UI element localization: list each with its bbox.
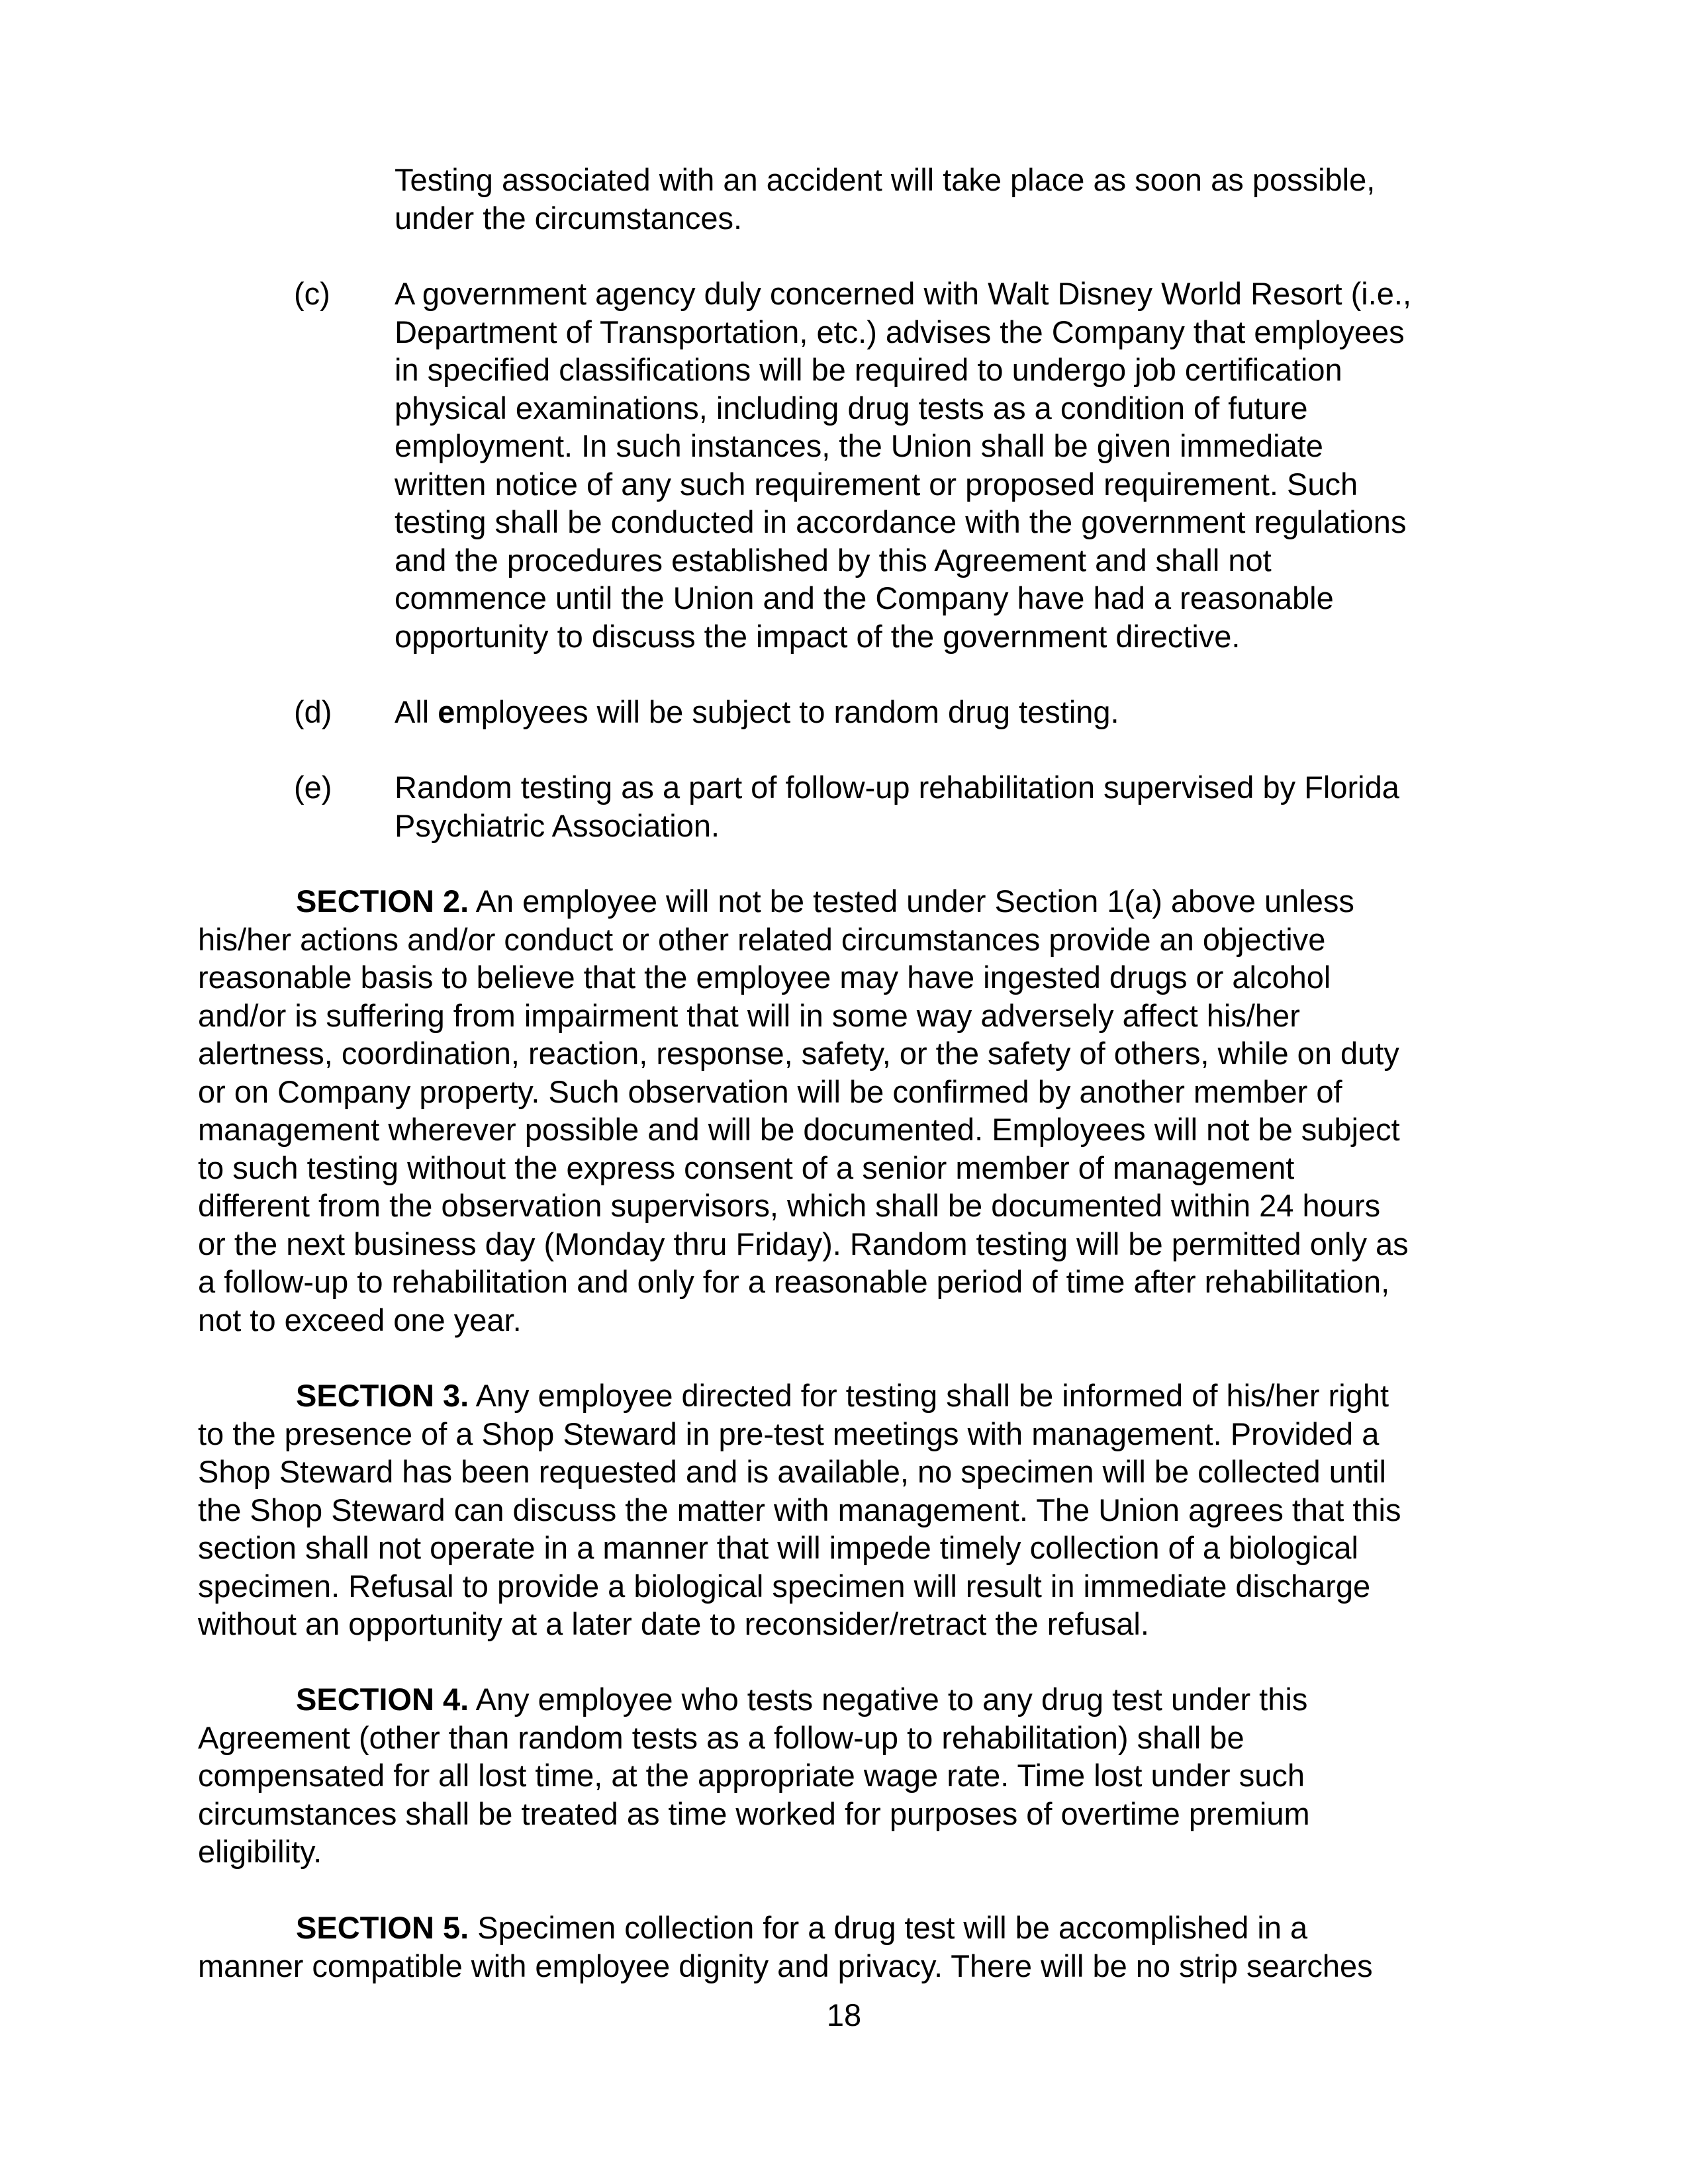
text-line: testing shall be conducted in accordance with the government regulations <box>395 504 1407 539</box>
text-line: section shall not operate in a manner that will impede timely collection of a biological <box>198 1530 1358 1565</box>
text-line: Shop Steward has been requested and is available, no specimen will be collected until <box>198 1454 1386 1489</box>
text-line: Random testing as a part of follow-up rehabilitation supervised by Florida <box>395 770 1399 805</box>
text-line: A government agency duly concerned with Walt Disney World Resort (i.e., <box>395 276 1412 311</box>
text-line: his/her actions and/or conduct or other related circumstances provide an objective <box>198 921 1326 957</box>
item-d-text-end: mployees will be subject to random drug testing. <box>455 694 1119 729</box>
section-heading: SECTION 4. <box>296 1682 469 1717</box>
section-lead-text: Specimen collection for a drug test will be accomplished in a <box>469 1910 1308 1945</box>
section-first-line <box>198 1680 1310 1719</box>
text-line: opportunity to discuss the impact of the government directive. <box>395 618 1241 654</box>
section-lead-text: An employee will not be tested under Section 1(a) above unless <box>469 884 1354 919</box>
section-heading: SECTION 5. <box>296 1910 469 1945</box>
text-line: different from the observation supervisors, which shall be documented within 24 hours <box>198 1188 1381 1223</box>
section-first-line <box>198 1377 1401 1415</box>
text-line: under the circumstances. <box>395 200 743 236</box>
text-line: and the procedures established by this Agreement and shall not <box>395 542 1272 578</box>
text-line: specimen. Refusal to provide a biological specimen will result in immediate discharge <box>198 1568 1371 1604</box>
text-line: circumstances shall be treated as time worked for purposes of overtime premium <box>198 1796 1310 1831</box>
text-line: written notice of any such requirement or proposed requirement. Such <box>395 466 1358 502</box>
text-line: commence until the Union and the Company have had a reasonable <box>395 580 1334 615</box>
text-line: management wherever possible and will be documented. Employees will not be subject <box>198 1112 1400 1147</box>
item-d-body <box>395 693 1119 731</box>
text-line: to such testing without the express consent of a senior member of management <box>198 1150 1295 1185</box>
text-line: reasonable basis to believe that the employee may have ingested drugs or alcohol <box>198 960 1331 995</box>
section-2-paragraph <box>198 882 1409 1339</box>
text-line: compensated for all lost time, at the appropriate wage rate. Time lost under such <box>198 1758 1305 1793</box>
text-line: employment. In such instances, the Union shall be given immediate <box>395 428 1323 463</box>
section-5-paragraph <box>198 1909 1373 1985</box>
item-label-e: (e) <box>294 770 332 805</box>
text-line: in specified classifications will be required to undergo job certification <box>395 352 1342 387</box>
item-d-bold-letter: e <box>438 694 455 729</box>
item-label-c: (c) <box>294 276 330 311</box>
text-line: Psychiatric Association. <box>395 807 720 843</box>
item-c-body <box>395 275 1411 655</box>
text-line: the Shop Steward can discuss the matter with management. The Union agrees that this <box>198 1492 1401 1527</box>
text-line: a follow-up to rehabilitation and only for a reasonable period of time after rehabilitation, <box>198 1264 1390 1299</box>
text-line: physical examinations, including drug tests as a condition of future <box>395 390 1308 426</box>
section-3-paragraph <box>198 1377 1401 1643</box>
text-line: eligibility. <box>198 1834 322 1869</box>
text-line: Agreement (other than random tests as a follow-up to rehabilitation) shall be <box>198 1719 1244 1755</box>
item-d-text-start: All <box>395 694 438 729</box>
section-first-line <box>198 882 1409 921</box>
item-e-body <box>395 768 1399 844</box>
text-line: not to exceed one year. <box>198 1302 522 1338</box>
text-line: Testing associated with an accident will take place as soon as possible, <box>395 162 1376 197</box>
text-line: or on Company property. Such observation will be confirmed by another member of <box>198 1073 1342 1109</box>
text-line: alertness, coordination, reaction, response, safety, or the safety of others, while on duty <box>198 1036 1399 1071</box>
text-line: to the presence of a Shop Steward in pre-test meetings with management. Provided a <box>198 1416 1380 1451</box>
text-line: or the next business day (Monday thru Friday). Random testing will be permitted only as <box>198 1226 1409 1261</box>
continuation-paragraph <box>395 161 1375 237</box>
section-lead-text: Any employee directed for testing shall be informed of his/her right <box>469 1378 1389 1413</box>
section-lead-text: Any employee who tests negative to any drug test under this <box>469 1682 1308 1717</box>
section-heading: SECTION 3. <box>296 1378 469 1413</box>
section-heading: SECTION 2. <box>296 884 469 919</box>
text-line: manner compatible with employee dignity and privacy. There will be no strip searches <box>198 1948 1373 1983</box>
text-line: Department of Transportation, etc.) advises the Company that employees <box>395 314 1405 349</box>
text-line <box>395 693 1119 731</box>
section-4-paragraph <box>198 1680 1310 1871</box>
text-line: and/or is suffering from impairment that will in some way adversely affect his/her <box>198 997 1300 1033</box>
section-first-line <box>198 1909 1373 1947</box>
text-line: without an opportunity at a later date to reconsider/retract the refusal. <box>198 1606 1149 1641</box>
page-number: 18 <box>826 1997 862 2032</box>
item-label-d: (d) <box>294 694 332 729</box>
